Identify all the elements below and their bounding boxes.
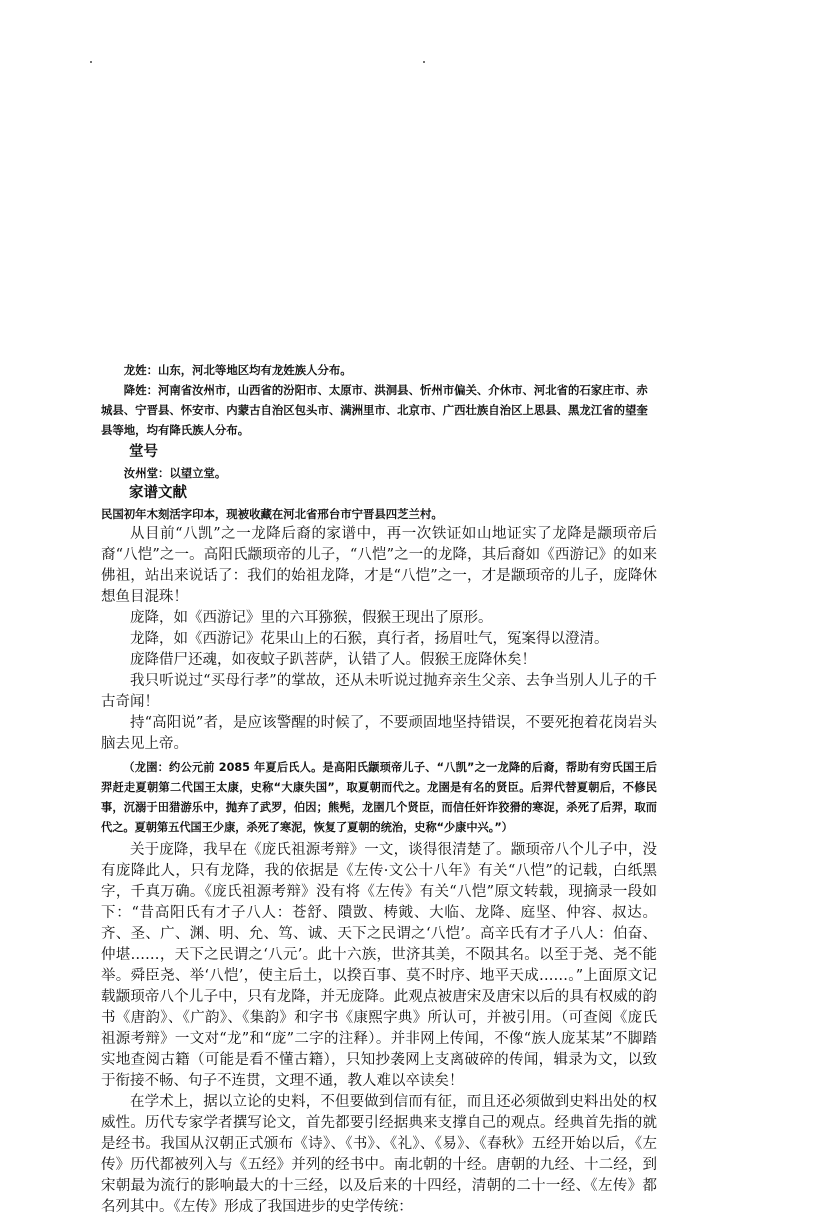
document-body — [101, 360, 657, 1218]
hall-name-heading: 堂号 — [129, 444, 158, 460]
genealogy-intro: 民国初年木刻活字印本，现被收藏在河北省邢台市宁晋县四芝兰村。 — [101, 507, 443, 521]
historical-note: （龙圉：约公元前 2085 年夏后氏人。是高阳氏颛顼帝儿子、“八凯”之一龙降的后裔，帮助有穷氏国王后羿赶走夏朝第二代国王太康，史称“大康失国”，取夏朝而代之。龙圉是有名的贤臣。后羿代替夏朝后，不修民事，沉溺于田猎游乐中，抛弃了武罗，伯因；熊髡，龙圉几个贤臣，而信任奸诈狡猾的寒浞，杀死了后羿，取而代之。夏朝第五代国王少康，杀死了寒泥，恢复了夏朝的统治，史称“少康中兴。”） — [101, 761, 657, 834]
scan-speck-left — [90, 61, 92, 63]
body-paragraph: 关于庞降，我早在《庞氏祖源考辩》一文，谈得很清楚了。颛顼帝八个儿子中，没有庞降此人，只有龙降，我的依据是《左传·文公十八年》有关“八恺”的记载，白纸黑字，千真万确。《庞氏祖源考辩》没有将《左传》有关“八恺”原文转载，现摘录一段如下：“昔高阳氏有才子八人：苍舒、隤敳、梼戭、大临、龙降、庭坚、仲容、叔达。齐、圣、广、渊、明、允、笃、诚、天下之民谓之‘八恺’。高辛氏有才子八人：伯奋、仲堪……，天下之民谓之‘八元’。此十六族，世济其美，不陨其名。以至于尧、尧不能举。舜臣尧、举‘八恺’，使主后土，以揆百事、莫不时序、地平天成……。”上面原文记载颛顼帝八个儿子中，只有龙降，并无庞降。此观点被唐宋及唐宋以后的具有权威的韵书《唐韵》、《广韵》、《集韵》和字书《康熙字典》所认可，并被引用。（可查阅《庞氏祖源考辩》一文对“龙”和“庞”二字的注释）。并非网上传闻，不像“族人庞某某”不脚踏实地查阅古籍（可能是看不懂古籍），只知抄袭网上支离破碎的传闻，辑录为文，以致于衔接不畅、句子不连贯，文理不通，教人难以卒读矣！ — [101, 842, 657, 1089]
genealogy-paragraph: 龙降，如《西游记》花果山上的石猴，真行者，扬眉吐气，冤案得以澄清。 — [130, 631, 609, 647]
scan-speck-center — [423, 61, 425, 63]
body-paragraph: 在学术上，据以立论的史料，不但要做到信而有征，而且还必须做到史料出处的权威性。历代专家学者撰写论文，首先都要引经据典来支撑自己的观点。经典首先指的就是经书。我国从汉朝正式颁布《诗》、《书》、《礼》、《易》、《春秋》五经开始以后，《左传》历代都被列入与《五经》并列的经书中。南北朝的十经。唐朝的九经、十二经，到宋朝最为流行的影响最大的十三经，以及后来的十四经，清朝的二十一经、《左传》都名列其中。《左传》形成了我国进步的史学传统： — [101, 1094, 657, 1215]
genealogy-paragraph: 庞降借尸还魂，如夜蚊子趴菩萨，认错了人。假猴王庞降休矣！ — [130, 652, 536, 668]
genealogy-paragraph: 持“高阳说”者，是应该警醒的时候了，不要顽固地坚持错误，不要死抱着花岗岩头脑去见上帝。 — [101, 715, 657, 752]
genealogy-paragraph: 庞降，如《西游记》里的六耳猕猴，假猴王现出了原形。 — [130, 610, 493, 626]
hall-name-text: 汝州堂：以望立堂。 — [123, 466, 227, 480]
genealogy-paragraph: 从目前“八凯”之一龙降后裔的家谱中，再一次铁证如山地证实了龙降是颛顼帝后裔“八恺”之一。高阳氏颛顼帝的儿子，“八恺”之一的龙降，其后裔如《西游记》的如来佛祖，站出来说话了：我们的始祖龙降，才是“八恺”之一，才是颛顼帝的儿子，庞降休想鱼目混珠！ — [101, 526, 657, 605]
jiang-surname-distribution: 降姓：河南省汝州市，山西省的汾阳市、太原市、洪洞县、忻州市偏关、介休市、河北省的石家庄市、赤城县、宁晋县、怀安市、内蒙古自治区包头市、满洲里市、北京市、广西壮族自治区上思县、黑龙江省的望奎县等地，均有降氏族人分布。 — [101, 383, 648, 437]
genealogy-paragraph: 我只听说过“买母行孝”的掌故，还从未听说过抛弃亲生父亲、去争当别人儿子的千古奇闻！ — [101, 673, 657, 710]
genealogy-heading: 家谱文献 — [129, 485, 187, 501]
long-surname-distribution: 龙姓：山东，河北等地区均有龙姓族人分布。 — [123, 363, 352, 377]
